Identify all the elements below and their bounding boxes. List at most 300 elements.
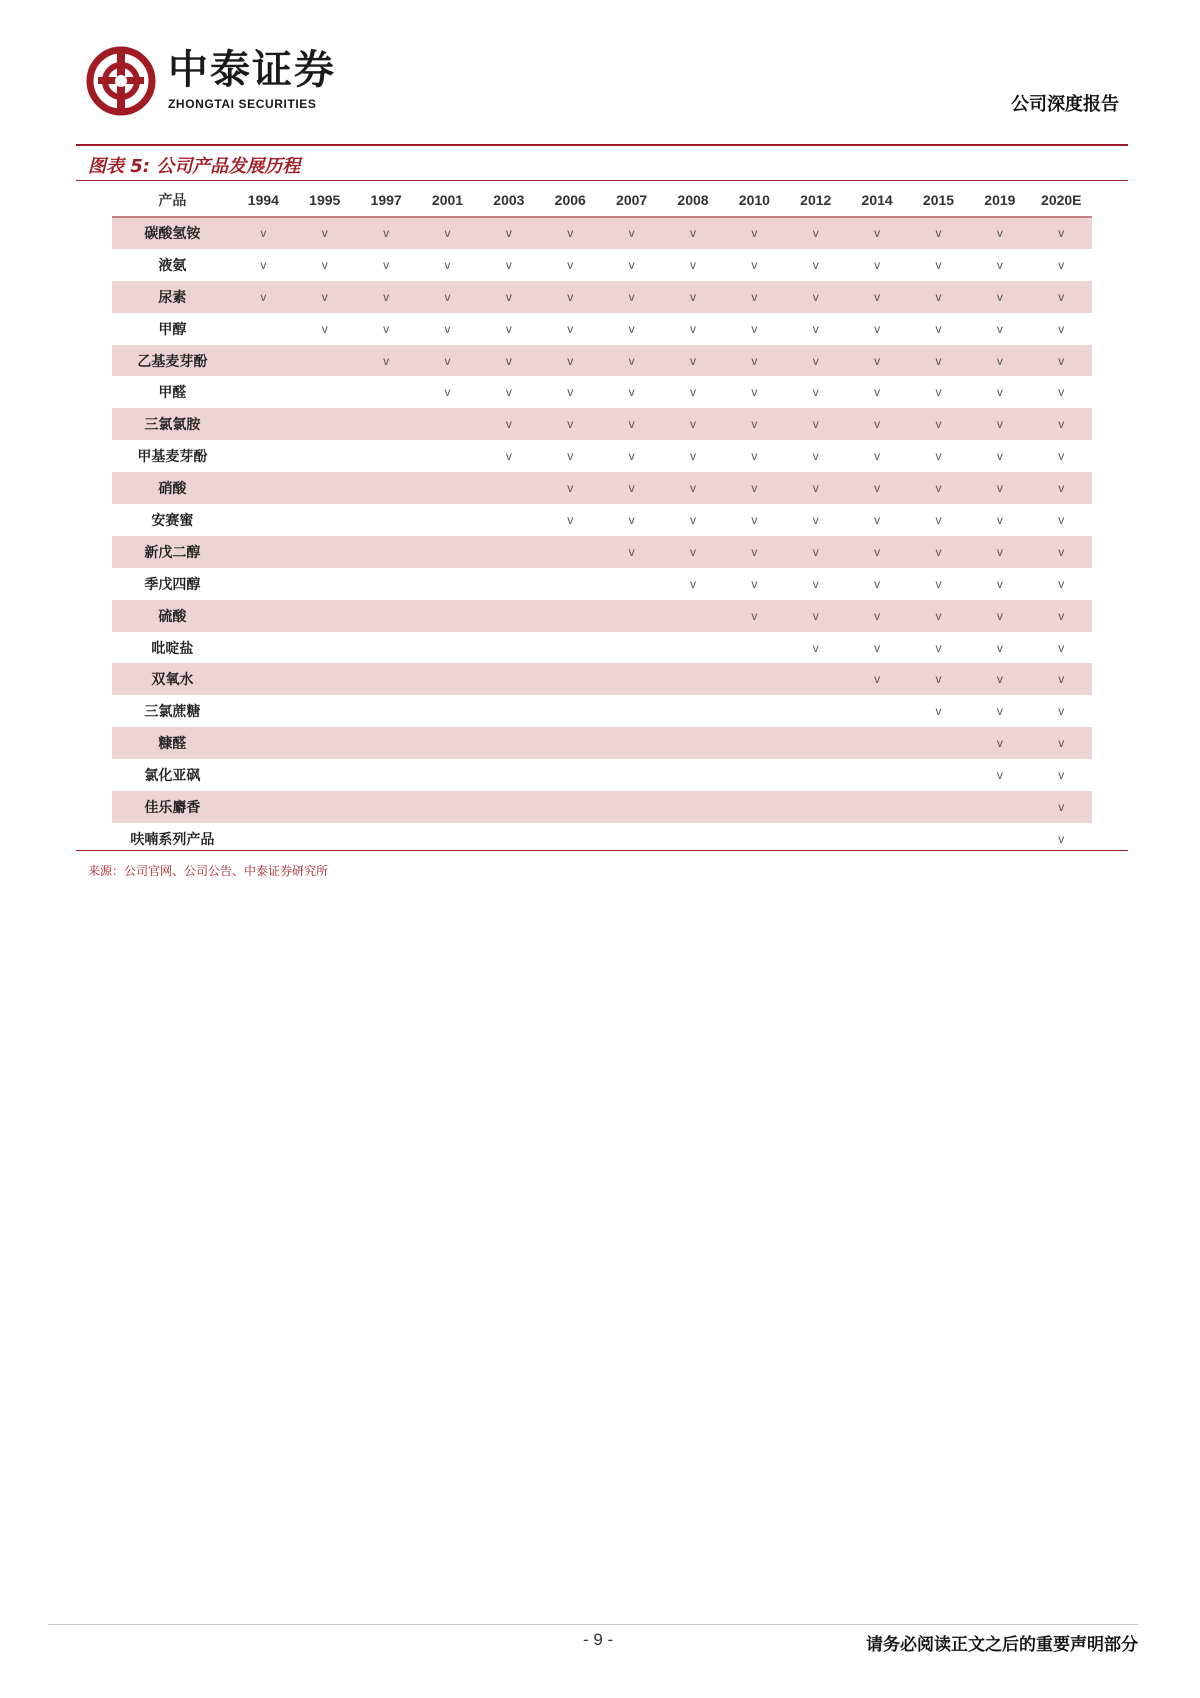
check-mark: v — [355, 345, 416, 377]
check-mark: v — [724, 600, 785, 632]
product-name: 甲基麦芽酚 — [137, 449, 208, 466]
check-mark: v — [1058, 576, 1065, 591]
table-row — [112, 504, 1092, 536]
empty-cell — [540, 568, 601, 600]
empty-cell — [478, 791, 539, 823]
empty-cell — [294, 632, 355, 664]
check-mark: v — [751, 576, 758, 591]
empty-cell — [662, 600, 723, 632]
check-mark: v — [785, 536, 846, 568]
check-mark: v — [969, 472, 1030, 504]
empty-cell — [540, 536, 601, 568]
check-mark: v — [751, 449, 758, 464]
empty-cell — [355, 791, 416, 823]
empty-cell — [724, 791, 785, 823]
header-year: 2015 — [908, 184, 969, 217]
empty-cell — [724, 759, 785, 791]
table-row — [112, 345, 1092, 377]
check-mark: v — [908, 408, 969, 440]
empty-cell — [355, 440, 416, 472]
product-name: 安赛蜜 — [151, 512, 194, 529]
check-mark: v — [505, 257, 512, 272]
footer-divider — [48, 1624, 1138, 1625]
table-header-row — [112, 184, 1092, 217]
empty-cell — [846, 695, 907, 727]
empty-cell — [355, 408, 416, 440]
check-mark: v — [689, 512, 696, 527]
check-mark: v — [662, 536, 723, 568]
empty-cell — [233, 376, 294, 408]
product-name: 尿素 — [112, 281, 233, 313]
check-mark: v — [846, 408, 907, 440]
empty-cell — [417, 440, 478, 472]
check-mark: v — [321, 321, 328, 336]
empty-cell — [478, 759, 539, 791]
check-mark: v — [812, 512, 819, 527]
product-name: 呋喃系列产品 — [130, 831, 215, 848]
empty-cell — [478, 472, 539, 504]
empty-cell — [785, 759, 846, 791]
check-mark: v — [1058, 704, 1065, 719]
check-mark: v — [969, 536, 1030, 568]
header-year: 2012 — [785, 184, 846, 217]
check-mark: v — [935, 704, 942, 719]
empty-cell — [785, 663, 846, 695]
empty-cell — [355, 727, 416, 759]
empty-cell — [540, 600, 601, 632]
empty-cell — [294, 504, 355, 536]
empty-cell — [540, 727, 601, 759]
empty-cell — [540, 759, 601, 791]
header-year: 2008 — [662, 184, 723, 217]
check-mark: v — [505, 385, 512, 400]
empty-cell — [355, 472, 416, 504]
table-row — [112, 663, 1092, 695]
empty-cell — [233, 695, 294, 727]
check-mark: v — [567, 449, 574, 464]
table-row — [112, 440, 1092, 472]
header-year: 2003 — [478, 184, 539, 217]
header-year: 2020E — [1031, 184, 1092, 217]
check-mark: v — [874, 512, 881, 527]
check-mark: v — [417, 345, 478, 377]
check-mark: v — [540, 281, 601, 313]
empty-cell — [233, 727, 294, 759]
empty-cell — [233, 345, 294, 377]
empty-cell — [417, 695, 478, 727]
check-mark: v — [846, 217, 907, 249]
empty-cell — [417, 472, 478, 504]
check-mark: v — [785, 600, 846, 632]
check-mark: v — [724, 281, 785, 313]
check-mark: v — [935, 321, 942, 336]
check-mark: v — [935, 512, 942, 527]
table-row — [112, 376, 1092, 408]
check-mark: v — [846, 472, 907, 504]
empty-cell — [601, 600, 662, 632]
empty-cell — [294, 376, 355, 408]
product-name: 硫酸 — [112, 600, 233, 632]
empty-cell — [662, 727, 723, 759]
product-name: 氯化亚砜 — [144, 768, 201, 785]
check-mark: v — [846, 345, 907, 377]
empty-cell — [233, 504, 294, 536]
check-mark: v — [996, 512, 1003, 527]
check-mark: v — [294, 281, 355, 313]
empty-cell — [233, 536, 294, 568]
check-mark: v — [785, 408, 846, 440]
empty-cell — [294, 791, 355, 823]
check-mark: v — [935, 257, 942, 272]
check-mark: v — [444, 257, 451, 272]
check-mark: v — [417, 281, 478, 313]
check-mark: v — [567, 321, 574, 336]
check-mark: v — [540, 472, 601, 504]
check-mark: v — [785, 217, 846, 249]
check-mark: v — [785, 472, 846, 504]
check-mark: v — [1031, 408, 1092, 440]
product-name: 吡啶盐 — [151, 640, 194, 657]
check-mark: v — [969, 600, 1030, 632]
check-mark: v — [1031, 281, 1092, 313]
header-year: 1994 — [233, 184, 294, 217]
check-mark: v — [996, 257, 1003, 272]
empty-cell — [846, 727, 907, 759]
product-name: 季戊四醇 — [144, 576, 201, 593]
check-mark: v — [567, 385, 574, 400]
check-mark: v — [662, 217, 723, 249]
empty-cell — [233, 663, 294, 695]
product-name: 硝酸 — [112, 472, 233, 504]
empty-cell — [417, 791, 478, 823]
check-mark: v — [478, 408, 539, 440]
check-mark: v — [812, 257, 819, 272]
empty-cell — [355, 568, 416, 600]
check-mark: v — [1058, 640, 1065, 655]
check-mark: v — [969, 281, 1030, 313]
empty-cell — [785, 791, 846, 823]
check-mark: v — [724, 408, 785, 440]
check-mark: v — [1058, 831, 1065, 846]
empty-cell — [908, 759, 969, 791]
check-mark: v — [969, 345, 1030, 377]
table-bottom-divider — [76, 850, 1128, 851]
check-mark: v — [724, 536, 785, 568]
product-name: 三氯蔗糖 — [144, 704, 201, 721]
check-mark: v — [540, 408, 601, 440]
table-row — [112, 600, 1092, 632]
check-mark: v — [1031, 536, 1092, 568]
check-mark: v — [260, 257, 267, 272]
check-mark: v — [567, 257, 574, 272]
product-name: 三氯氯胺 — [112, 408, 233, 440]
check-mark: v — [567, 512, 574, 527]
empty-cell — [662, 632, 723, 664]
table-row — [112, 408, 1092, 440]
figure-caption: 图表 5: 公司产品发展历程 — [88, 156, 301, 177]
table-row — [112, 249, 1092, 281]
check-mark: v — [689, 257, 696, 272]
table-row — [112, 791, 1092, 823]
empty-cell — [294, 727, 355, 759]
table-row — [112, 281, 1092, 313]
check-mark: v — [662, 345, 723, 377]
check-mark: v — [874, 576, 881, 591]
empty-cell — [294, 472, 355, 504]
check-mark: v — [233, 217, 294, 249]
empty-cell — [294, 568, 355, 600]
check-mark: v — [812, 385, 819, 400]
check-mark: v — [724, 345, 785, 377]
empty-cell — [355, 695, 416, 727]
check-mark: v — [601, 472, 662, 504]
check-mark: v — [908, 600, 969, 632]
check-mark: v — [1058, 768, 1065, 783]
empty-cell — [417, 600, 478, 632]
empty-cell — [478, 632, 539, 664]
header-year: 2014 — [846, 184, 907, 217]
empty-cell — [724, 695, 785, 727]
check-mark: v — [996, 385, 1003, 400]
check-mark: v — [540, 217, 601, 249]
empty-cell — [294, 600, 355, 632]
check-mark: v — [996, 640, 1003, 655]
empty-cell — [601, 695, 662, 727]
table-row — [112, 632, 1092, 664]
empty-cell — [601, 663, 662, 695]
check-mark: v — [751, 512, 758, 527]
check-mark: v — [444, 321, 451, 336]
check-mark: v — [935, 385, 942, 400]
check-mark: v — [969, 727, 1030, 759]
check-mark: v — [383, 321, 390, 336]
check-mark: v — [1058, 257, 1065, 272]
check-mark: v — [785, 345, 846, 377]
empty-cell — [233, 600, 294, 632]
check-mark: v — [1031, 472, 1092, 504]
check-mark: v — [935, 640, 942, 655]
check-mark: v — [689, 449, 696, 464]
empty-cell — [233, 568, 294, 600]
check-mark: v — [874, 385, 881, 400]
empty-cell — [478, 727, 539, 759]
check-mark: v — [1031, 600, 1092, 632]
check-mark: v — [751, 257, 758, 272]
empty-cell — [355, 504, 416, 536]
empty-cell — [233, 472, 294, 504]
empty-cell — [294, 759, 355, 791]
check-mark: v — [724, 472, 785, 504]
check-mark: v — [540, 345, 601, 377]
empty-cell — [417, 504, 478, 536]
check-mark: v — [908, 345, 969, 377]
check-mark: v — [996, 576, 1003, 591]
check-mark: v — [1058, 385, 1065, 400]
check-mark: v — [724, 217, 785, 249]
empty-cell — [478, 536, 539, 568]
empty-cell — [294, 408, 355, 440]
empty-cell — [478, 695, 539, 727]
empty-cell — [294, 663, 355, 695]
check-mark: v — [751, 321, 758, 336]
empty-cell — [601, 727, 662, 759]
disclaimer-note: 请务必阅读正文之后的重要声明部分 — [866, 1635, 1138, 1655]
check-mark: v — [1058, 449, 1065, 464]
check-mark: v — [294, 217, 355, 249]
check-mark: v — [846, 536, 907, 568]
check-mark: v — [689, 385, 696, 400]
product-name: 甲醇 — [158, 321, 187, 338]
empty-cell — [540, 791, 601, 823]
header-year: 2006 — [540, 184, 601, 217]
check-mark: v — [628, 449, 635, 464]
empty-cell — [478, 568, 539, 600]
empty-cell — [478, 600, 539, 632]
empty-cell — [355, 663, 416, 695]
check-mark: v — [812, 321, 819, 336]
empty-cell — [785, 695, 846, 727]
check-mark: v — [321, 257, 328, 272]
empty-cell — [724, 632, 785, 664]
empty-cell — [233, 632, 294, 664]
header-year: 1997 — [355, 184, 416, 217]
check-mark: v — [908, 281, 969, 313]
empty-cell — [662, 695, 723, 727]
empty-cell — [540, 695, 601, 727]
empty-cell — [478, 663, 539, 695]
product-history-table — [112, 184, 1092, 855]
check-mark: v — [846, 600, 907, 632]
check-mark: v — [662, 472, 723, 504]
empty-cell — [846, 759, 907, 791]
check-mark: v — [874, 449, 881, 464]
check-mark: v — [874, 640, 881, 655]
check-mark: v — [969, 663, 1030, 695]
empty-cell — [969, 791, 1030, 823]
check-mark: v — [996, 449, 1003, 464]
table-row — [112, 536, 1092, 568]
check-mark: v — [628, 385, 635, 400]
check-mark: v — [1058, 321, 1065, 336]
product-name: 双氧水 — [112, 663, 233, 695]
empty-cell — [478, 504, 539, 536]
product-name: 碳酸氢铵 — [112, 217, 233, 249]
report-type-label: 公司深度报告 — [1011, 94, 1119, 115]
empty-cell — [601, 568, 662, 600]
empty-cell — [908, 791, 969, 823]
header-year: 2007 — [601, 184, 662, 217]
check-mark: v — [874, 321, 881, 336]
empty-cell — [601, 632, 662, 664]
check-mark: v — [1031, 727, 1092, 759]
page-number: - 9 - — [583, 1630, 614, 1649]
check-mark: v — [355, 217, 416, 249]
check-mark: v — [478, 281, 539, 313]
check-mark: v — [812, 640, 819, 655]
check-mark: v — [417, 217, 478, 249]
empty-cell — [417, 759, 478, 791]
check-mark: v — [628, 512, 635, 527]
table-row — [112, 568, 1092, 600]
empty-cell — [908, 727, 969, 759]
empty-cell — [294, 695, 355, 727]
check-mark: v — [601, 217, 662, 249]
empty-cell — [785, 727, 846, 759]
caption-divider — [76, 180, 1128, 181]
table-row — [112, 695, 1092, 727]
check-mark: v — [996, 768, 1003, 783]
check-mark: v — [689, 576, 696, 591]
check-mark: v — [874, 257, 881, 272]
product-name: 佳乐麝香 — [112, 791, 233, 823]
check-mark: v — [689, 321, 696, 336]
check-mark: v — [601, 536, 662, 568]
check-mark: v — [1031, 663, 1092, 695]
empty-cell — [540, 632, 601, 664]
empty-cell — [417, 536, 478, 568]
check-mark: v — [846, 281, 907, 313]
empty-cell — [540, 663, 601, 695]
check-mark: v — [355, 281, 416, 313]
table-row — [112, 759, 1092, 791]
check-mark: v — [935, 576, 942, 591]
check-mark: v — [628, 321, 635, 336]
empty-cell — [233, 791, 294, 823]
empty-cell — [417, 568, 478, 600]
check-mark: v — [601, 408, 662, 440]
check-mark: v — [996, 704, 1003, 719]
check-mark: v — [601, 345, 662, 377]
empty-cell — [233, 440, 294, 472]
empty-cell — [233, 408, 294, 440]
header-year: 2001 — [417, 184, 478, 217]
header-year: 1995 — [294, 184, 355, 217]
empty-cell — [233, 759, 294, 791]
check-mark: v — [233, 281, 294, 313]
empty-cell — [355, 536, 416, 568]
product-name: 液氨 — [158, 257, 187, 274]
check-mark: v — [1031, 217, 1092, 249]
check-mark: v — [628, 257, 635, 272]
empty-cell — [294, 440, 355, 472]
check-mark: v — [478, 217, 539, 249]
check-mark: v — [662, 281, 723, 313]
table-row — [112, 313, 1092, 345]
check-mark: v — [812, 576, 819, 591]
empty-cell — [846, 791, 907, 823]
table-row — [112, 217, 1092, 249]
empty-cell — [662, 791, 723, 823]
empty-cell — [417, 632, 478, 664]
table-row — [112, 472, 1092, 504]
empty-cell — [294, 345, 355, 377]
empty-cell — [417, 663, 478, 695]
empty-cell — [355, 376, 416, 408]
brand-name-en: ZHONGTAI SECURITIES — [168, 97, 317, 111]
header-divider — [76, 144, 1128, 146]
empty-cell — [233, 313, 294, 345]
check-mark: v — [505, 449, 512, 464]
empty-cell — [417, 727, 478, 759]
check-mark: v — [1031, 791, 1092, 823]
check-mark: v — [969, 408, 1030, 440]
empty-cell — [601, 791, 662, 823]
check-mark: v — [1031, 345, 1092, 377]
header-year: 2010 — [724, 184, 785, 217]
empty-cell — [355, 600, 416, 632]
empty-cell — [601, 759, 662, 791]
empty-cell — [662, 759, 723, 791]
